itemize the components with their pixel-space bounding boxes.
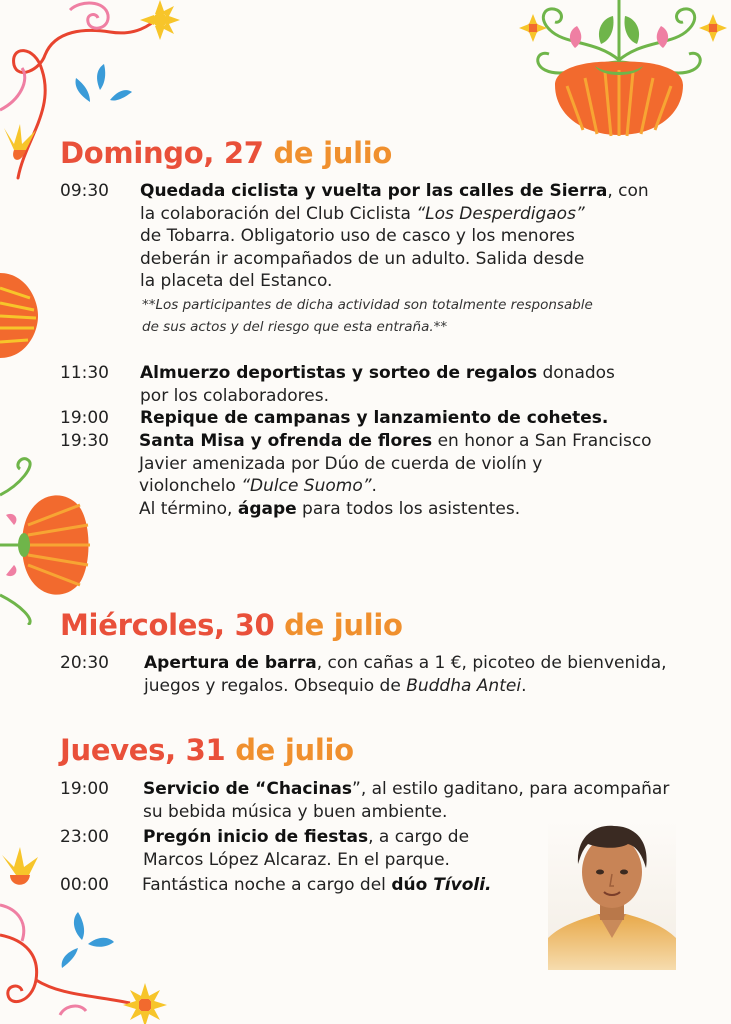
event-time: 19:00 — [60, 779, 109, 799]
event-time: 19:00 — [60, 408, 109, 428]
left-edge-flower-decoration — [0, 268, 40, 363]
event-description — [142, 874, 492, 897]
event-text: ”, al estilo gaditano, para acompañar — [352, 779, 670, 799]
event-title: Pregón inicio de fiestas — [143, 827, 369, 847]
event-title: Almuerzo deportistas y sorteo de regalos — [140, 363, 538, 383]
disclaimer-line: de sus actos y del riesgo que esta entraña.** — [142, 319, 448, 335]
portrait-photo — [548, 820, 676, 970]
event-time: 19:30 — [60, 431, 109, 451]
event-title: Apertura de barra — [144, 653, 317, 673]
event-time: 23:00 — [60, 827, 109, 847]
event-text: violonchelo — [139, 476, 242, 496]
event-text: en honor a San Francisco — [432, 431, 652, 451]
event-title: Repique de campanas y lanzamiento de cohetes. — [140, 408, 609, 428]
ensemble-name: “Dulce Suomo” — [241, 476, 372, 496]
event-description — [143, 826, 469, 871]
event-text: Al término, — [139, 498, 238, 519]
event-text: . — [521, 675, 527, 696]
event-text: la colaboración del Club Ciclista — [140, 203, 417, 224]
event-text: deberán ir acompañados de un adulto. Salida desde — [140, 248, 585, 269]
event-title: dúo — [391, 875, 434, 895]
day-title-wednesday — [60, 608, 403, 642]
event-description — [140, 180, 649, 293]
event-text: juegos y regalos. Obsequio de — [144, 675, 407, 696]
bottom-left-floral-decoration — [0, 845, 175, 1024]
band-name: Tívoli. — [433, 875, 492, 895]
event-title: Santa Misa y ofrenda de flores — [139, 431, 433, 451]
event-text: . — [371, 476, 377, 496]
club-name: “Los Desperdigaos” — [416, 203, 585, 224]
event-text: para todos los asistentes. — [296, 498, 521, 519]
event-title: Servicio de “Chacinas — [143, 779, 353, 799]
day-title-month: de julio — [284, 608, 403, 642]
event-text: , con cañas a 1 €, picoteo de bienvenida, — [316, 653, 667, 673]
day-title-month: de julio — [273, 136, 392, 170]
day-title-date: Miércoles, 30 — [60, 608, 275, 642]
event-text: Marcos López Alcaraz. En el parque. — [143, 849, 450, 870]
event-time: 09:30 — [60, 181, 109, 201]
event-text: por los colaboradores. — [140, 385, 329, 406]
event-description — [143, 778, 669, 823]
event-text: de Tobarra. Obligatorio uso de casco y los menores — [140, 226, 575, 246]
event-text: , a cargo de — [368, 827, 470, 847]
sponsor-name: Buddha Antei — [406, 675, 522, 696]
day-title-sunday — [60, 136, 392, 170]
event-description — [139, 430, 652, 520]
event-time: 20:30 — [60, 653, 109, 673]
event-time: 00:00 — [60, 875, 109, 895]
event-text: la placeta del Estanco. — [140, 271, 333, 291]
day-title-date: Domingo, 27 — [60, 136, 264, 170]
event-time: 11:30 — [60, 363, 109, 383]
day-title-month: de julio — [235, 733, 354, 767]
event-text: donados — [537, 363, 615, 383]
event-highlight: ágape — [237, 498, 297, 519]
disclaimer-note — [142, 294, 593, 338]
event-text: , con — [607, 181, 649, 201]
man-portrait-image — [548, 820, 676, 970]
day-title-date: Jueves, 31 — [60, 733, 226, 767]
event-description — [140, 362, 615, 407]
top-right-floral-decoration — [515, 0, 731, 145]
event-description — [140, 407, 608, 430]
event-text: su bebida música y buen ambiente. — [143, 801, 448, 822]
left-floral-spray-decoration — [0, 455, 95, 625]
day-title-thursday — [60, 733, 354, 767]
event-text: Javier amenizada por Dúo de cuerda de violín y — [139, 453, 543, 474]
disclaimer-line: **Los participantes de dicha actividad son totalmente responsable — [142, 297, 593, 313]
event-description — [144, 652, 667, 697]
event-title: Quedada ciclista y vuelta por las calles de Sierra — [140, 181, 608, 201]
event-text: Fantástica noche a cargo del — [142, 875, 392, 895]
